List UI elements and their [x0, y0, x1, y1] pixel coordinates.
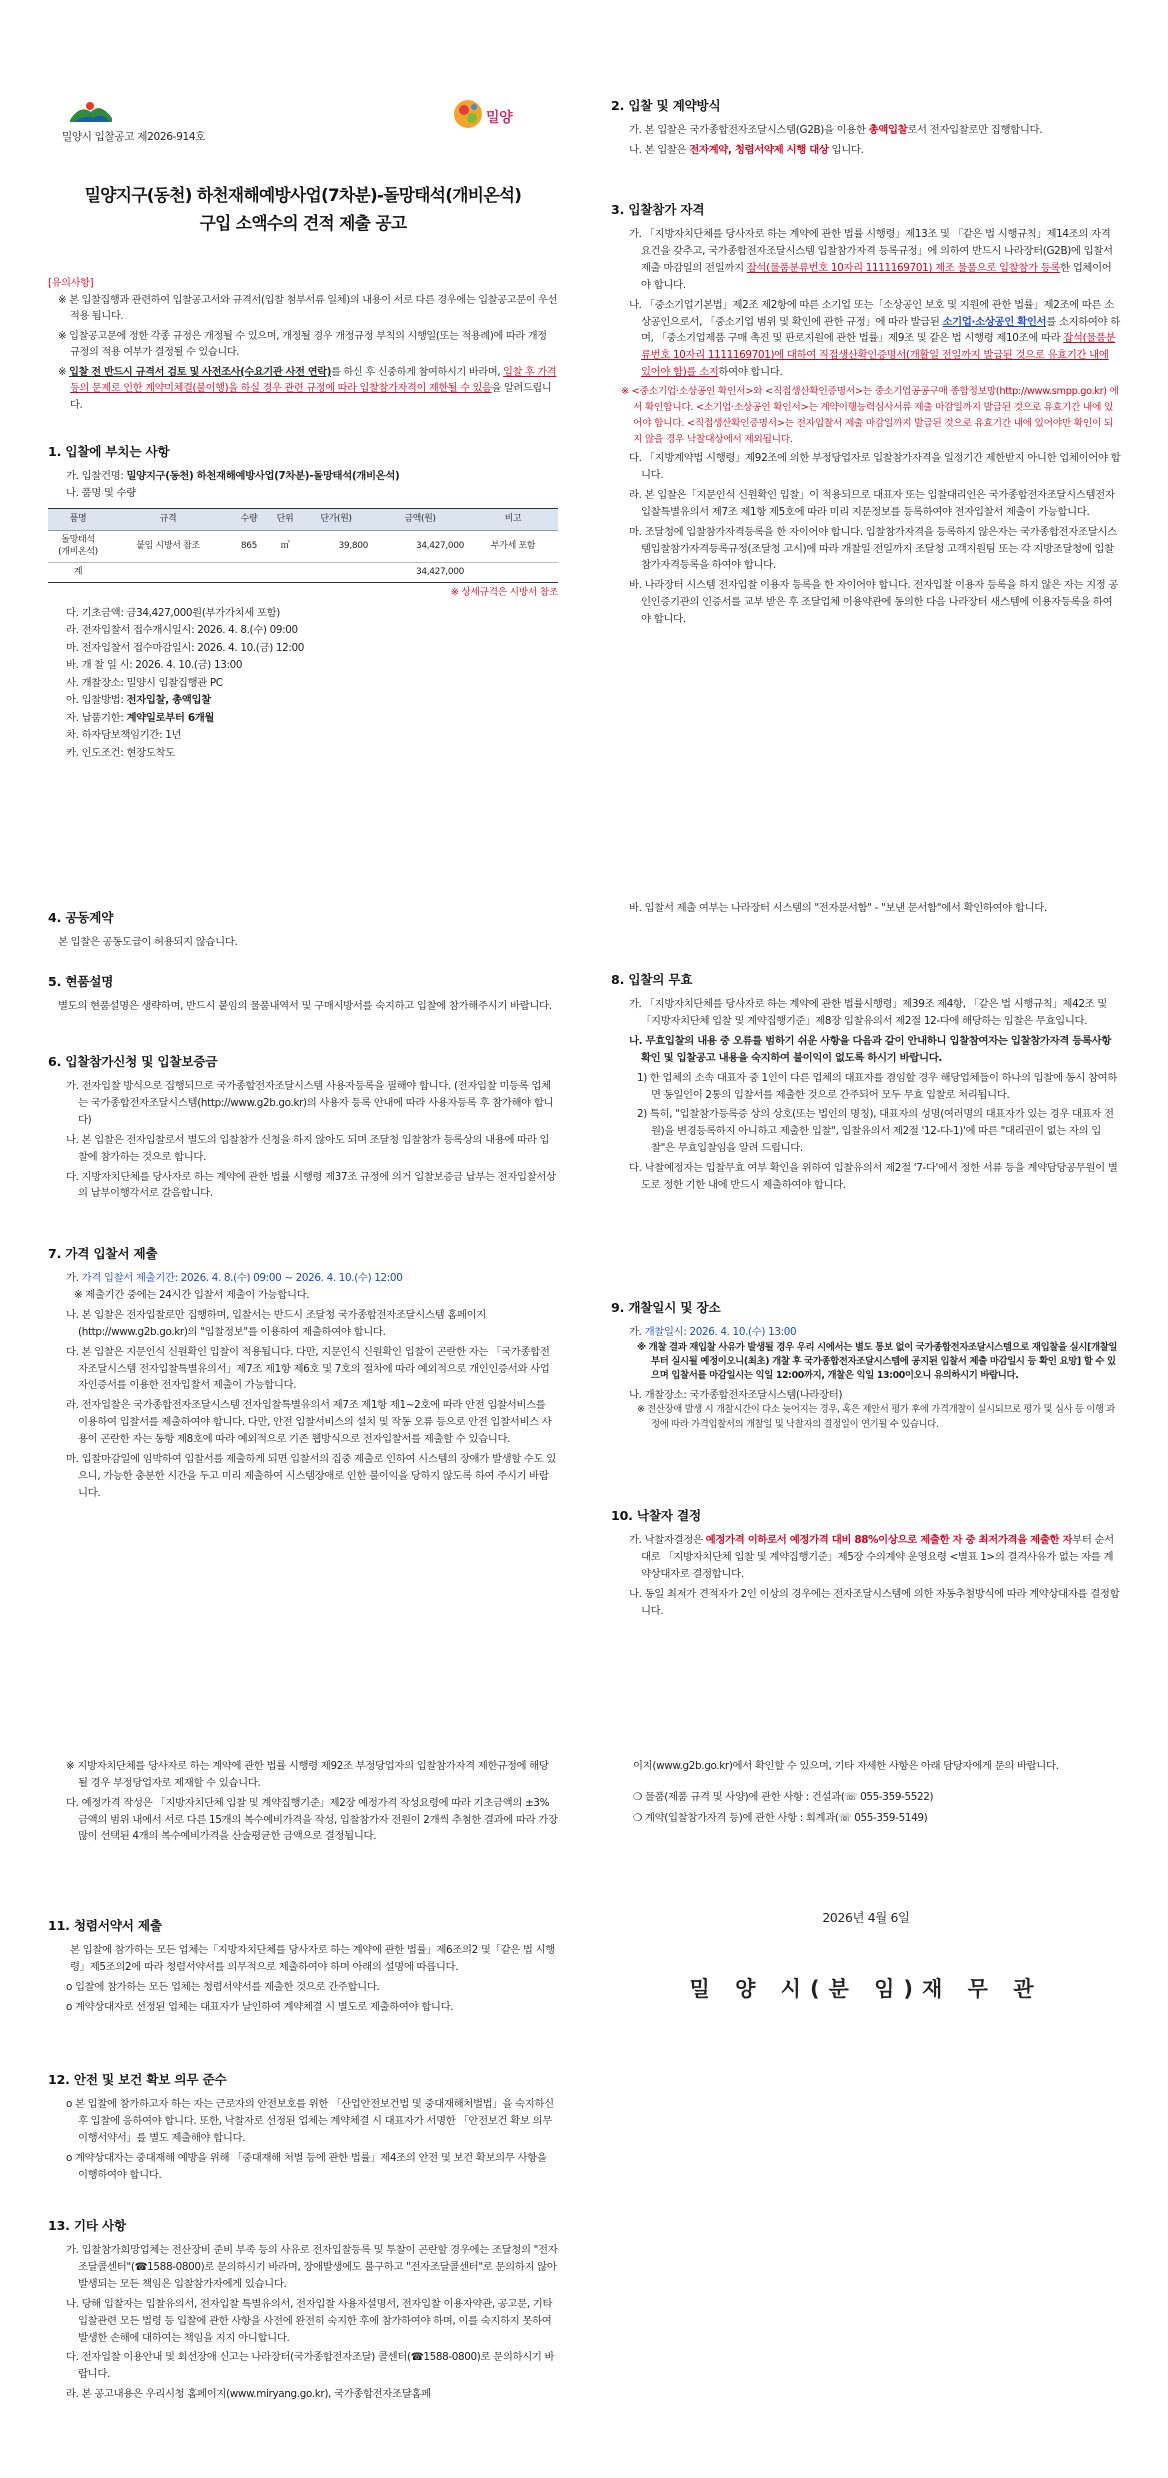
section-10-continued: [48, 1758, 558, 1848]
table-note: ※ 상세규격은 시방서 참조: [450, 587, 558, 599]
list-subitem: 2) 특히, "입찰참가등록증 상의 상호(또는 법인의 명칭), 대표자의 성명(여러명의 대표자가 있는 경우 대표자 전원)을 변경등록하지 아니하고 제출한 입찰", 입찰유의서 제2절 '12-다-1)'에 따른 "대리권이 없는 자의 입찰"은 무효입찰임을 알려 드립니다.: [637, 1108, 1114, 1155]
list-item: 아. 입찰방법: 전자입찰, 총액입찰: [66, 694, 211, 707]
table-header: 단가(원): [300, 509, 372, 531]
list-item: 다. 낙찰예정자는 입찰무효 여부 확인을 위하여 입찰유의서 제2절 '7-다'에서 정한 서류 등을 계약담당공무원이 별도로 정한 기한 내에 반드시 제출하여야 합니다.: [629, 1161, 1118, 1191]
miryang-brand-logo-icon: [450, 92, 520, 138]
opening-datetime: 개찰일시: 2026. 4. 10.(수) 13:00: [644, 1326, 797, 1339]
section-heading: 8. 입찰의 무효: [611, 972, 693, 987]
list-item: 다. 「지방계약법 시행령」제92조에 의한 부정당업자로 입찰참가자격을 일정기간 제한받지 아니한 업체이어야 합니다.: [629, 452, 1121, 482]
list-item: 가. 개찰일시: 2026. 4. 10.(수) 13:00: [629, 1326, 797, 1339]
list-item: 나. 동일 최저가 견적자가 2인 이상의 경우에는 전자조달시스템에 의한 자동추첨방식에 따라 계약상대자를 결정합니다.: [629, 1587, 1120, 1617]
table-header: 수량: [228, 509, 270, 531]
section-text: 별도의 현품설명은 생략하며, 반드시 붙임의 물품내역서 및 구매시방서를 숙지하고 입찰에 참가해주시기 바랍니다.: [58, 1000, 552, 1013]
list-item: o 계약상대자로 선정된 업체는 대표자가 날인하여 계약체결 시 별도로 제출하여야 합니다.: [66, 2000, 454, 2013]
section-heading: 3. 입찰참가 자격: [611, 202, 705, 217]
list-subitem: 1) 한 업체의 소속 대표자 중 1인이 다른 업체의 대표자를 겸임할 경우 해당업체들이 하나의 입찰에 동시 참여하면 동일인이 2통의 입찰서를 제출한 것으로 간주되어 모두 무효 입찰로 처리됩니다.: [637, 1071, 1118, 1101]
notice-precautions: [48, 276, 558, 417]
list-item: 나. 개찰장소: 국가종합전자조달시스템(나라장터): [629, 1388, 843, 1401]
bid-name-line: 가. 입찰건명: 밀양지구(동천) 하천재해예방사업(7차분)-돌망태석(개비온석): [66, 470, 400, 483]
table-total-row: [48, 563, 558, 583]
table-header: 단위: [270, 509, 300, 531]
list-item: 나. 「중소기업기본법」제2조 제2항에 따른 소기업 또는「소상공인 보호 및 지원에 관한 법률」제2조에 따른 소상공인으로서, 「중소기업 범위 및 확인에 관한 규정」에 따라 발급된 소기업·소상공인 확인서를 소지하여야 하며, 「중소기업제품 구매 촉진 및 판로지원에 관한 법률」제9조 및 같은 법 시행령 제10조에 따라 잡석(물품분류번호 10자리 1111169701)에 대하여 직접생산확인증명서(개활일 전일까지 발급된 것으로 유효기간 내에 있어야 함)를 소지하여야 합니다.: [629, 298, 1120, 379]
section-8: [611, 970, 1121, 1197]
list-item: 가. 전자입찰 방식으로 집행되므로 국가종합전자조달시스템 사용자등록을 필해야 합니다. (전자입찰 미등록 업체는 국가종합전자조달시스템(http://www.g2b.go.kr)의 사용자 등록 안내에 따라 사용자등록 후 참가해야 합니다): [66, 1080, 554, 1127]
section-text: 본 입찰은 공동도급이 허용되지 않습니다.: [58, 936, 238, 949]
page-2: [48, 900, 1120, 1730]
table-header: 규격: [108, 509, 228, 531]
section-13: [48, 2216, 558, 2406]
table-header-row: [48, 509, 558, 531]
list-item: 마. 입찰마감일에 임박하여 입찰서를 제출하게 되면 입찰서의 집중 제출로 인하여 시스템의 장애가 발생할 수도 있으니, 가능한 충분한 시간을 두고 미리 제출하여 시스템장애로 인한 불이익을 당하지 않도록 하여 주시기 바랍니다.: [66, 1452, 556, 1499]
title-line-1: 밀양지구(동천) 하천재해예방사업(7차분)-돌망태석(개비온석): [84, 185, 522, 205]
list-item: 다. 기초금액: 금34,427,000원(부가가치세 포함): [66, 606, 280, 619]
table-cell: 865: [228, 531, 270, 563]
section-12: [48, 2070, 558, 2187]
list-item-emphasis: 나. 무효입찰의 내용 중 오류를 범하기 쉬운 사항을 다음과 같이 안내하니 입찰참여자는 입찰참가자격 등록사항 확인 및 입찰공고 내용을 숙지하여 불이익이 없도록 하시기 바랍니다.: [629, 1035, 1112, 1064]
notice-number: 밀양시 입찰공고 제2026-914호: [62, 131, 206, 143]
list-item: 다. 예정가격 작성은 「지방자치단체 입찰 및 계약집행기준」제2장 예정가격 작성요령에 따라 기초금액의 ±3% 금액의 범위 내에서 서로 다른 15개의 복수예비가격을 작성, 입찰참가자 전원이 2개씩 추첨한 결과에 따라 가장 많이 선택된 4개의 복수예비가격을 산술평균한 금액으로 결정됩니다.: [66, 1796, 558, 1843]
section-heading: 6. 입찰참가신청 및 입찰보증금: [48, 1054, 218, 1069]
list-item: 바. 입찰서 제출 여부는 나라장터 시스템의 "전자문서함" - "보낸 문서함"에서 확인하여야 합니다.: [629, 902, 1047, 914]
contact-line: ❍ 물품(제품 규격 및 사양)에 관한 사항 : 건설과(☏ 055-359-5522): [633, 1790, 934, 1803]
section-5: [48, 972, 558, 1015]
section-9: [611, 1298, 1121, 1435]
table-header: 품명: [48, 509, 108, 531]
section-4: [48, 908, 558, 951]
award-criteria: 예정가격 이하로서 예정가격 대비 88%이상으로 제출한 자 중 최저가격을 제출한 자: [705, 1534, 1073, 1547]
section-heading: 11. 청렴서약서 제출: [48, 1918, 162, 1933]
section-10: [611, 1506, 1121, 1623]
precaution-warning-text: 입찰 후 가격 등의 문제로 인한 계약미체결(불이행)을 하실 경우 관련 규정에 따라 입찰참가자격이 제한될 수 있음: [70, 366, 557, 395]
list-item: o 본 입찰에 참가하고자 하는 자는 근로자의 안전보호를 위한 「산업안전보건법 및 중대재해처벌법」을 숙지하신 후 입찰에 응하여야 합니다. 또한, 낙찰자로 선정된 업체는 계약체결 시 대표자가 서명한 「안전보건 확보 의무 이행서약서」를 별도 제출해야 합니다.: [66, 2098, 554, 2145]
item-quantity-label: 나. 품명 및 수량: [66, 487, 136, 500]
list-item: 가. 입찰참가희망업체는 전산장비 준비 부족 등의 사유로 전자입찰등록 및 투찰이 곤란할 경우에는 조달청의 "전자조달콜센터"(☎1588-0800)로 문의하시기 바라며, 장애발생에도 불구하고 "전자조달콜센터"로 문의하지 않아 발생되는 모든 책임은 입찰참가자에게 있습니다.: [66, 2244, 558, 2291]
table-cell: 34,427,000: [372, 563, 468, 583]
list-item: o 입찰에 참가하는 모든 업체는 청렴서약서를 제출한 것으로 간주합니다.: [66, 1981, 380, 1994]
section-heading: 7. 가격 입찰서 제출: [48, 1246, 158, 1261]
certificate-note: ※ <중소기업·소상공인 확인서>와 <직접생산확인증명서>는 중소기업공공구매 종합정보망(http://www.smpp.go.kr) 에서 확인합니다. <소기업·소상공인 확인서>는 계약이행능력심사서류 제출 마감일까지 발급된 것으로 유효기간 내에 있어야 합니다. <직접생산확인증명서>는 전자입찰서 제출 마감일까지 발급된 것으로 유효기간 내에 있어야만 확인이 되지 않을 경우 낙찰대상에서 제외됩니다.: [621, 385, 1119, 445]
table-cell: 계: [48, 563, 108, 583]
svg-text:밀양: 밀양: [486, 110, 513, 126]
list-item: 카. 인도조건: 현장도착도: [66, 746, 175, 759]
table-cell: 34,427,000: [372, 531, 468, 563]
list-item: 다. 지방자치단체를 당사자로 하는 계약에 관한 법률 시행령 제37조 규정에 의거 입찰보증금 납부는 전자입찰서상의 납부이행각서로 갈음합니다.: [66, 1170, 556, 1200]
list-item: 나. 본 입찰은 전자입찰로만 집행하며, 입찰서는 반드시 조달청 국가종합전자조달시스템 홈페이지(http://www.g2b.go.kr)의 "입찰정보"를 이용하여 제출하여야 합니다.: [66, 1309, 486, 1338]
city-emblem-icon: [66, 98, 116, 126]
table-cell: 부가세 포함: [468, 531, 558, 563]
list-item: 사. 개찰장소: 밀양시 입찰집행관 PC: [66, 676, 223, 689]
precautions-heading: [유의사항]: [48, 278, 94, 289]
section-heading: 4. 공동계약: [48, 910, 114, 925]
list-note: ※ 제출기간 중에는 24시간 입찰서 제출이 가능합니다.: [74, 1289, 310, 1302]
section-text: 본 입찰에 참가하는 모든 업체는「지방자치단체를 당사자로 하는 계약에 관한 법률」제6조의2 및「같은 법 시행령」제5조의2에 따라 청렴서약서를 의무적으로 제출하여야 하며 아래의 설명에 따릅니다.: [70, 1944, 555, 1974]
list-item: 가. 가격 입찰서 제출기간: 2026. 4. 8.(수) 09:00 ~ 2026. 4. 10.(수) 12:00: [66, 1272, 403, 1285]
item-table: [48, 508, 558, 583]
section-heading: 9. 개찰일시 및 장소: [611, 1300, 721, 1315]
list-note: ※ 지방자치단체를 당사자로 하는 계약에 관한 법률 시행령 제92조 부정당업자의 입찰참가자격 제한규정에 해당될 경우 부정당업자로 제재할 수 있습니다.: [66, 1760, 549, 1789]
list-item: 라. 본 공고내용은 우리시청 홈페이지(www.miryang.go.kr), 국가종합전자조달홈페: [66, 2388, 431, 2401]
list-item: 가. 「지방자치단체를 당사자로 하는 계약에 관한 법률 시행령」제13조 및 「같은 법 시행규칙」제14조의 자격 요건을 갖추고, 국가종합전자조달시스템 입찰참가자격 등록규정」에 의하여 반드시 나라장터(G2B)에 입찰서 제출 마감일의 전일까지 잡석(물품분류번호 10자리 1111169701) 제조 물품으로 입찰참가 등록한 업체이어야 합니다.: [629, 228, 1113, 291]
precaution-item: ※ 입찰공고문에 정한 각종 규정은 개정될 수 있으며, 개정될 경우 개정규정 부칙의 시행일(또는 적용례)에 따라 개정 규정의 적용 여부가 결정될 수 있습니다.: [58, 330, 547, 359]
title-line-2: 구입 소액수의 견적 제출 공고: [199, 212, 407, 233]
precaution-item-warning: ※ 입찰 전 반드시 규격서 검토 및 사전조사(수요기관 사전 연락)를 하신 후 신중하게 참여하시기 바라며, 입찰 후 가격 등의 문제로 인한 계약미체결(불이행)을 하실 경우 관련 규정에 따라 입찰참가자격이 제한될 수 있음을 알려드립니다.: [58, 366, 557, 411]
table-row: [48, 531, 558, 563]
table-cell: 돌망태석 (개비온석): [48, 531, 108, 563]
bid-period: 가격 입찰서 제출기간: 2026. 4. 8.(수) 09:00 ~ 2026. 4. 10.(수) 12:00: [81, 1272, 403, 1285]
page-3: [48, 1740, 1120, 2478]
list-item: 마. 조달청에 입찰참가자격등록을 한 자이어야 합니다. 입찰참가자격을 등록하지 않은자는 국가종합전자조달시스템입찰참가자격등록규정(조달청 고시)에 따라 개찰일 전일까지 조달청 고객지원팀 또는 각 지방조달청에 입찰참가자격등록을 하여야 합니다.: [629, 525, 1117, 572]
list-item: 다. 본 입찰은 지문인식 신원확인 입찰이 적용됩니다. 다만, 지문인식 신원확인 입찰이 곤란한 자는 「국가종합전자조달시스템 전자입찰특별유의서」제7조 제1항 제6호 및 7호의 절차에 따라 예외적으로 개인인증서와 사업자인증서를 이용한 전자입찰서 제출이 가능합니다.: [66, 1345, 550, 1392]
list-item: 바. 나라장터 시스템 전자입찰 이용자 등록을 한 자이어야 합니다. 전자입찰 이용자 등록을 하지 않은 자는 지정 공인인증기관의 인증서를 교부 받은 후 조달업체 이용약관에 동의한 다음 나라장터 새스템에 이용자등록을 하여야 합니다.: [629, 579, 1119, 626]
list-item: 나. 본 입찰은 전자계약, 청렴서약제 시행 대상 입니다.: [629, 144, 864, 157]
precaution-emphasis: 입찰 전 반드시 규격서 검토 및 사전조사(수요기관 사전 연락): [69, 366, 332, 378]
list-item: o 계약상대자는 중대재해 예방을 위해 「중대재해 처벌 등에 관한 법률」제4조의 안전 및 보건 확보의무 사항을 이행하여야 합니다.: [66, 2151, 547, 2181]
list-item: 가. 낙찰자결정은 예정가격 이하로서 예정가격 대비 88%이상으로 제출한 자 중 최저가격을 제출한 자부터 순서대로 「지방자치단체 입찰 및 계약집행기준」제5장 수의계약 운영요령 <별표 1>의 결격사유가 없는 자를 계약상대자로 결정합니다.: [629, 1534, 1114, 1581]
section-heading: 2. 입찰 및 계약방식: [611, 98, 721, 113]
list-item: 가. 본 입찰은 국가종합전자조달시스템(G2B)을 이용한 총액입찰로서 전자입찰로만 집행합니다.: [629, 124, 1043, 137]
list-item: 다. 전자입찰 이용안내 및 회선장애 신고는 나라장터(국가종합전자조달) 콜센터(☎1588-0800)로 문의하시기 바랍니다.: [66, 2351, 555, 2381]
list-item: 바. 개 찰 일 시: 2026. 4. 10.(금) 13:00: [66, 659, 243, 672]
table-header: 금액(원): [372, 509, 468, 531]
section-heading: 12. 안전 및 보건 확보 의무 준수: [48, 2072, 227, 2087]
list-item: 나. 당해 입찰자는 입찰유의서, 전자입찰 특별유의서, 전자입찰 사용자설명서, 전자입찰 이용자약관, 공고문, 기타 입찰관련 모든 법령 등 입찰에 관한 사항을 사전에 완전히 숙지한 후에 참가하여야 하며, 이를 숙지하지 못하여 발생한 손해에 대하여는 책임을 지지 아니합니다.: [66, 2297, 553, 2344]
notice-date: 2026년 4월 6일: [822, 1910, 910, 1925]
section-3: [611, 200, 1121, 631]
table-cell: 붙임 시방서 참조: [108, 531, 228, 563]
list-item: 라. 본 입찰은「지문인식 신원확인 입찰」이 적용되므로 대표자 또는 입찰대리인은 국가종합전자조달시스템전자입찰특별유의서 제7조 제1항 제5호에 따라 미리 지문정보를 등록하여야 전자입찰서 제출이 가능합니다.: [629, 489, 1115, 518]
list-item: 가. 「지방자치단체를 당사자로 하는 계약에 관한 법률시행령」제39조 제4항, 「같은 법 시행규칙」제42조 및「지방자치단체 입찰 및 계약집행기준」제8장 입찰유의서 제2절 12-다에 해당하는 입찰은 무효입니다.: [629, 998, 1107, 1028]
section-13-continued: [611, 1758, 1121, 1827]
list-note: ※ 전산장애 발생 시 개찰시간이 다소 늦어지는 경우, 혹은 제안서 평가 후에 가격개찰이 실시되므로 평가 및 심사 등 이행 과정에 따라 가격입찰서의 개찰일 및 낙찰자의 결정일이 연기될 수 있습니다.: [637, 1404, 1116, 1430]
section-2: [611, 96, 1121, 162]
section-heading: 13. 기타 사항: [48, 2218, 126, 2233]
section-heading: 5. 현품설명: [48, 974, 114, 989]
section-6: [48, 1052, 558, 1205]
table-cell: 39,800: [300, 531, 372, 563]
list-item: 라. 전자입찰은 국가종합전자조달시스템 전자입찰특별유의서 제7조 제1항 제1~2호에 따라 안전 입찰서비스를 이용하여 입찰서를 제출하여야 합니다. 다만, 안전 입찰서비스의 설치 및 작동 오류 등으로 안전 입찰서비스 사용이 곤란한 자는 동항 제8호에 따라 예외적으로 기존 웹방식으로 전자입찰서를 제출할 수 있습니다.: [66, 1399, 552, 1445]
section-heading: 10. 낙찰자 결정: [611, 1508, 701, 1523]
section-7-continued: [611, 900, 1121, 920]
list-item: 라. 전자입찰서 접수개시일시: 2026. 4. 8.(수) 09:00: [66, 624, 298, 637]
list-item: 마. 전자입찰서 접수마감일시: 2026. 4. 10.(금) 12:00: [66, 641, 305, 654]
section-text: 이지(www.g2b.go.kr)에서 확인할 수 있으며, 기타 자세한 사항은 아래 담당자에게 문의 바랍니다.: [633, 1760, 1059, 1772]
list-item: 차. 하자담보책임기간: 1년: [66, 729, 182, 742]
bid-name: 밀양지구(동천) 하천재해예방사업(7차분)-돌망태석(개비온석): [126, 470, 400, 483]
section-7: [48, 1244, 558, 1504]
page-1: [48, 0, 1120, 900]
table-cell: ㎥: [270, 531, 300, 563]
precaution-item: ※ 본 입찰집행과 관련하여 입찰공고서와 규격서(입찰 첨부서류 일체)의 내용이 서로 다른 경우에는 입찰공고문이 우선 적용 됩니다.: [58, 294, 558, 323]
table-header: 비고: [468, 509, 558, 531]
contact-line: ❍ 계약(입찰참가자격 등)에 관한 사항 : 회계과(☏ 055-359-5149): [633, 1811, 928, 1824]
section-11: [48, 1916, 558, 2019]
signer-name: 밀 양 시(분 임)재 무 관: [689, 1977, 1043, 2001]
list-item: 나. 본 입찰은 전자입찰로서 별도의 입찰참가 신청을 하지 않아도 되며 조달청 입찰참가 등록상의 내용에 따라 입찰에 참가하는 것으로 합니다.: [66, 1133, 550, 1163]
rebid-note: ※ 개찰 결과 재입찰 사유가 발생될 경우 우리 시에서는 별도 통보 없이 국가종합전자조달시스템으로 재입찰을 실시[개찰일부터 실시될 예정이오니(최초) 개찰 후 국가종합전자조달시스템에 공지된 입찰서 제출 마감일시 등 확인 요망] 할 수 있으며 입찰서를 마감일시는 익일 12:00까지, 개찰은 익일 13:00이오니 유의하시기 바랍니다.: [637, 1342, 1118, 1382]
section-heading: 1. 입찰에 부치는 사항: [48, 444, 170, 459]
section-1: [48, 442, 558, 762]
list-item: 자. 납품기한: 계약일로부터 6개월: [66, 711, 215, 724]
page-title: [48, 182, 558, 237]
